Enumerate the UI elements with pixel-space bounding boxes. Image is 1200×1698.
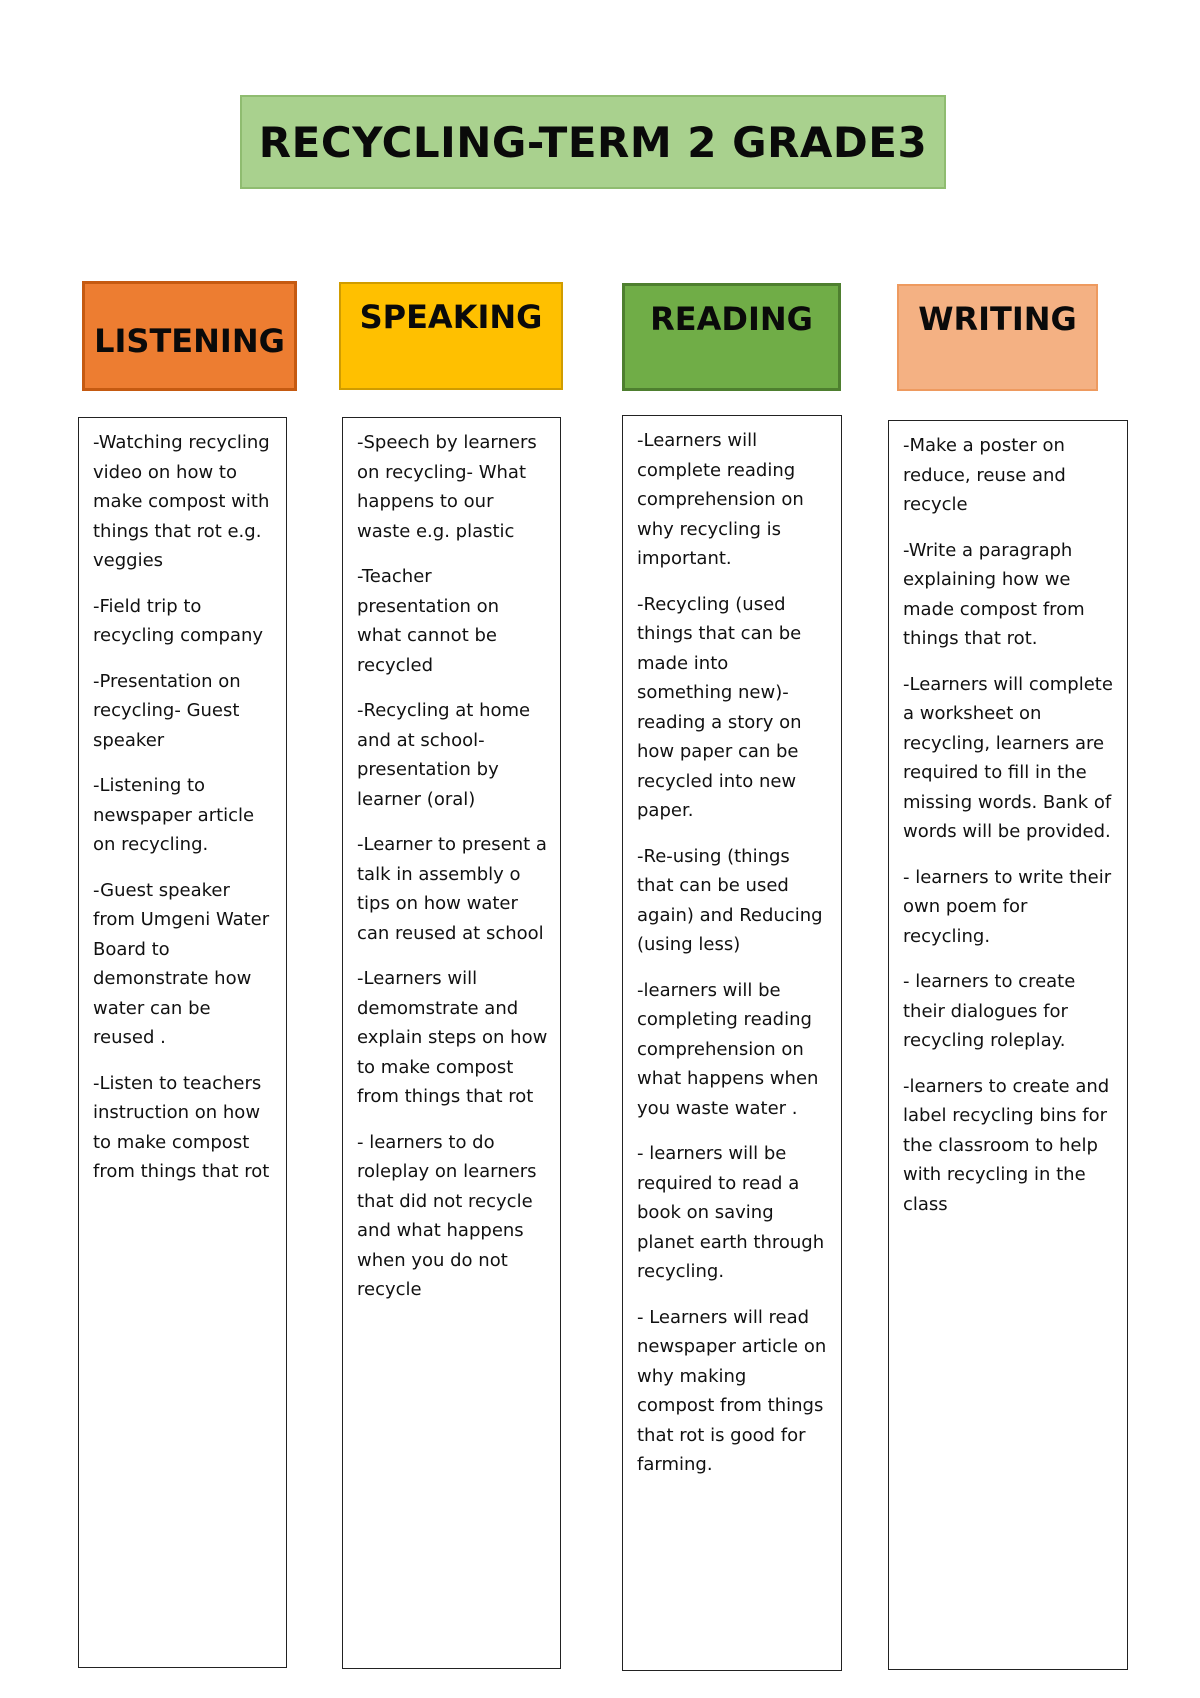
reading-activities <box>622 415 842 1671</box>
speaking-activities <box>342 417 561 1669</box>
activity-item: - learners will be required to read a book on saving planet earth through recycling. <box>637 1143 825 1282</box>
activity-item: -Make a poster on reduce, reuse and recycle <box>903 435 1066 515</box>
activity-item: - learners to write their own poem for recycling. <box>903 866 1112 947</box>
activity-item: -Presentation on recycling- Guest speaker <box>93 670 241 751</box>
activity-item: -Guest speaker from Umgeni Water Board to demonstrate how water can be reused . <box>93 879 270 1048</box>
page-title: RECYCLING-TERM 2 GRADE3 <box>258 117 928 167</box>
activity-item: -Write a paragraph explaining how we made compost from things that rot. <box>903 539 1085 649</box>
activity-item: -Listening to newspaper article on recycling. <box>93 775 255 855</box>
activity-item: -learners to create and label recycling bins for the classroom to help with recycling in the class <box>903 1075 1110 1215</box>
activity-item: - learners to create their dialogues for recycling roleplay. <box>903 971 1076 1051</box>
activity-item: -Field trip to recycling company <box>93 595 264 646</box>
writing-activities <box>888 420 1128 1670</box>
listening-heading: LISTENING <box>82 281 297 391</box>
writing-heading: WRITING <box>897 284 1098 391</box>
activity-item: -Teacher presentation on what cannot be recycled <box>357 566 500 676</box>
activity-item: -Speech by learners on recycling- What happens to our waste e.g. plastic <box>357 432 537 542</box>
activity-item: - Learners will read newspaper article on why making compost from things that rot is good for farming. <box>637 1306 827 1475</box>
activity-item: -Learners will demomstrate and explain steps on how to make compost from things that rot <box>357 968 548 1107</box>
listening-activities <box>78 417 287 1668</box>
activity-item: - learners to do roleplay on learners that did not recycle and what happens when you do not recycle <box>357 1131 537 1300</box>
title-banner <box>240 95 946 189</box>
activity-item: -Recycling at home and at school- presentation by learner (oral) <box>357 700 531 810</box>
reading-heading: READING <box>622 283 841 391</box>
activity-item: -Learners will complete a worksheet on recycling, learners are required to fill in the missing words. Bank of words will be provided. <box>903 673 1113 842</box>
activity-item: -learners will be completing reading comprehension on what happens when you waste water . <box>637 979 819 1119</box>
activity-item: -Watching recycling video on how to make compost with things that rot e.g. veggies <box>93 432 270 571</box>
activity-item: -Re-using (things that can be used again) and Reducing (using less) <box>637 845 823 955</box>
activity-item: -Learner to present a talk in assembly o tips on how water can reused at school <box>357 834 547 944</box>
activity-item: -Learners will complete reading comprehension on why recycling is important. <box>637 430 804 569</box>
activity-item: -Recycling (used things that can be made into something new)- reading a story on how paper can be recycled into new paper. <box>637 593 802 821</box>
activity-item: -Listen to teachers instruction on how to make compost from things that rot <box>93 1072 270 1182</box>
speaking-heading: SPEAKING <box>339 282 563 390</box>
